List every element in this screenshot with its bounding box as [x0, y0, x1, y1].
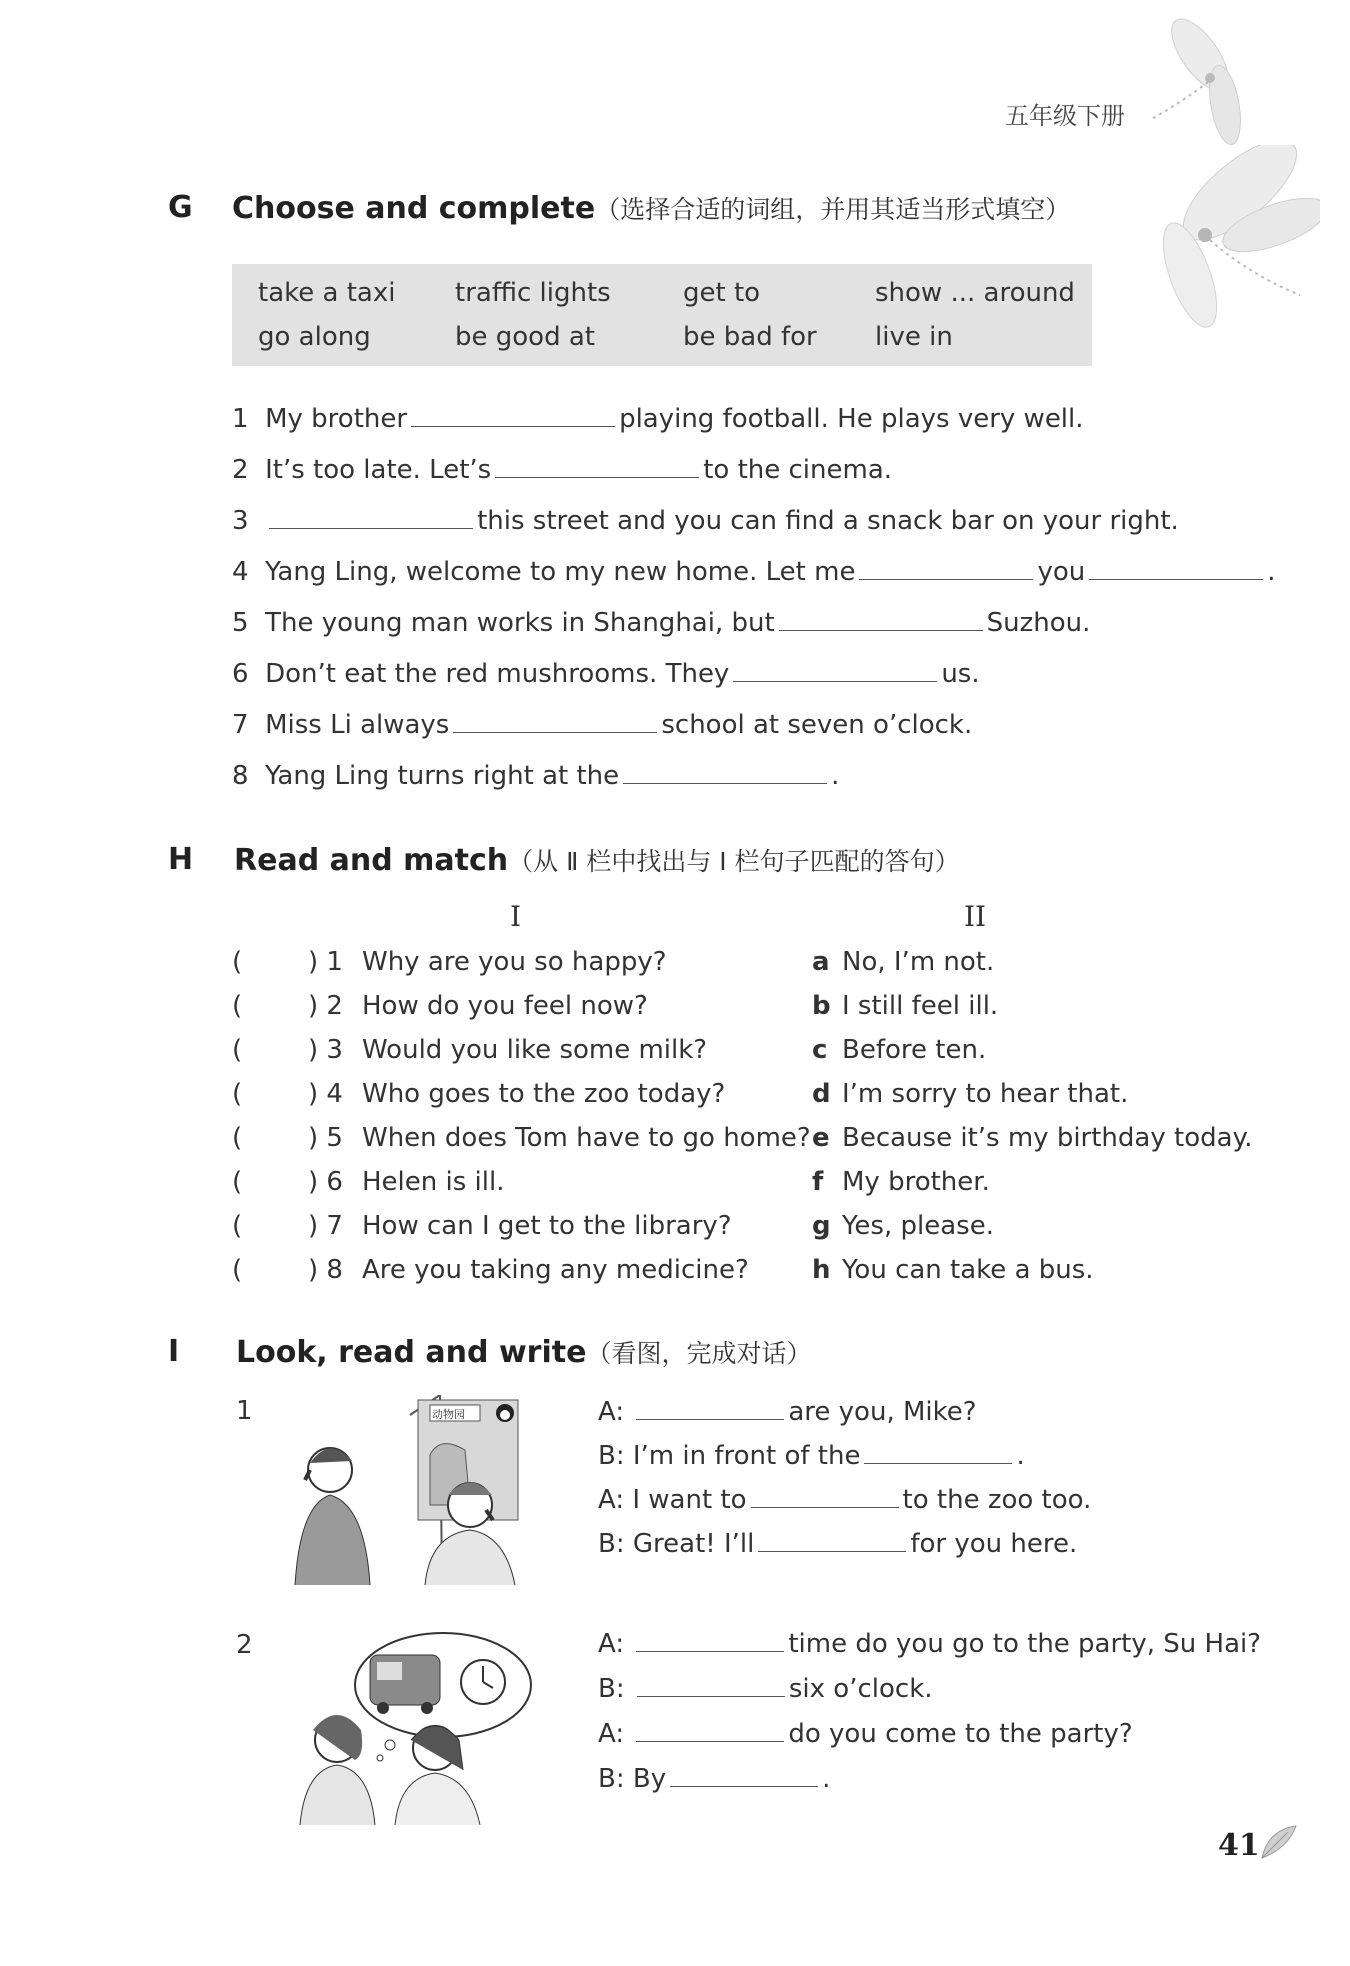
- match-question: How can I get to the library?: [362, 1211, 732, 1241]
- match-answer: I still feel ill.: [842, 991, 999, 1021]
- question-number: ) 7: [308, 1211, 343, 1241]
- answer-paren-open[interactable]: (: [232, 1035, 243, 1065]
- answer-letter: d: [812, 1079, 831, 1109]
- dragonfly-decoration-middle: [1130, 145, 1320, 365]
- match-question: Would you like some milk?: [362, 1035, 708, 1065]
- word-option: traffic lights: [455, 278, 611, 308]
- question-number: ) 5: [308, 1123, 343, 1153]
- word-option: be bad for: [683, 322, 817, 352]
- exercise-item: 8 Yang Ling turns right at the .: [232, 757, 839, 791]
- answer-blank[interactable]: [637, 1670, 785, 1697]
- section-g-heading: [232, 190, 1070, 226]
- zoo-sign: 动物园: [432, 1408, 465, 1421]
- section-h-heading: [234, 842, 960, 878]
- answer-letter: f: [812, 1167, 824, 1197]
- question-number: ) 4: [308, 1079, 343, 1109]
- answer-blank[interactable]: [758, 1525, 906, 1552]
- question-number: ) 8: [308, 1255, 343, 1285]
- answer-blank[interactable]: [636, 1715, 784, 1742]
- dialogue-number: 2: [236, 1630, 253, 1660]
- dialogue-number: 1: [236, 1396, 253, 1426]
- match-answer: Yes, please.: [842, 1211, 994, 1241]
- word-option: go along: [258, 322, 371, 352]
- answer-letter: a: [812, 947, 830, 977]
- dialogue-line: A: I want to to the zoo too.: [598, 1481, 1091, 1515]
- section-i-letter: I: [168, 1334, 180, 1369]
- answer-blank[interactable]: [623, 757, 827, 784]
- section-i-heading: [236, 1334, 811, 1370]
- section-g-title: Choose and complete: [232, 191, 596, 226]
- question-number: ) 3: [308, 1035, 343, 1065]
- match-question: When does Tom have to go home?: [362, 1123, 811, 1153]
- question-number: ) 6: [308, 1167, 343, 1197]
- answer-blank[interactable]: [670, 1760, 818, 1787]
- answer-blank[interactable]: [859, 553, 1033, 580]
- match-answer: Before ten.: [842, 1035, 987, 1065]
- answer-letter: e: [812, 1123, 830, 1153]
- column-i-header: I: [510, 900, 522, 933]
- word-option: get to: [683, 278, 761, 308]
- word-option: take a taxi: [258, 278, 396, 308]
- answer-paren-open[interactable]: (: [232, 991, 243, 1021]
- exercise-item: 5 The young man works in Shanghai, but Suzhou.: [232, 604, 1090, 638]
- dialogue-line: B: Great! I’ll for you here.: [598, 1525, 1077, 1559]
- answer-blank[interactable]: [495, 451, 699, 478]
- match-question: Who goes to the zoo today?: [362, 1079, 726, 1109]
- leaf-icon: [1258, 1822, 1298, 1862]
- match-answer: No, I’m not.: [842, 947, 995, 977]
- answer-blank[interactable]: [636, 1393, 784, 1420]
- answer-blank[interactable]: [636, 1625, 784, 1652]
- exercise-item: 7 Miss Li always school at seven o’clock.: [232, 706, 972, 740]
- page-number: 41: [1218, 1828, 1260, 1863]
- answer-blank[interactable]: [453, 706, 657, 733]
- answer-blank[interactable]: [733, 655, 937, 682]
- grade-header: 五年级下册: [1005, 102, 1125, 130]
- match-question: Are you taking any medicine?: [362, 1255, 749, 1285]
- phone-call-zoo-illustration: [290, 1395, 540, 1590]
- word-option: show ... around: [875, 278, 1075, 308]
- answer-paren-open[interactable]: (: [232, 947, 243, 977]
- dialogue-line: B: I’m in front of the .: [598, 1437, 1025, 1471]
- exercise-item: 4 Yang Ling, welcome to my new home. Let me you .: [232, 553, 1276, 587]
- question-number: ) 2: [308, 991, 343, 1021]
- answer-blank[interactable]: [269, 502, 473, 529]
- exercise-item: 2 It’s too late. Let’s to the cinema.: [232, 451, 892, 485]
- party-travel-illustration: [295, 1630, 535, 1825]
- dialogue-line: A: do you come to the party?: [598, 1715, 1133, 1749]
- dialogue-line: A: time do you go to the party, Su Hai?: [598, 1625, 1261, 1659]
- answer-paren-open[interactable]: (: [232, 1211, 243, 1241]
- column-ii-header: II: [964, 900, 987, 933]
- match-question: Why are you so happy?: [362, 947, 667, 977]
- answer-letter: g: [812, 1211, 831, 1241]
- answer-paren-open[interactable]: (: [232, 1255, 243, 1285]
- section-h-letter: H: [168, 842, 194, 877]
- answer-letter: c: [812, 1035, 828, 1065]
- word-option: be good at: [455, 322, 595, 352]
- section-g-instruction: （选择合适的词组，并用其适当形式填空）: [595, 195, 1071, 224]
- word-option: live in: [875, 322, 953, 352]
- answer-letter: b: [812, 991, 831, 1021]
- answer-letter: h: [812, 1255, 831, 1285]
- exercise-item: 6 Don’t eat the red mushrooms. They us.: [232, 655, 980, 689]
- answer-blank[interactable]: [411, 400, 615, 427]
- dragonfly-decoration-top: [1130, 10, 1270, 160]
- question-number: ) 1: [308, 947, 343, 977]
- answer-blank[interactable]: [864, 1437, 1012, 1464]
- answer-paren-open[interactable]: (: [232, 1167, 243, 1197]
- dialogue-line: A: are you, Mike?: [598, 1393, 977, 1427]
- dialogue-line: B: six o’clock.: [598, 1670, 933, 1704]
- answer-paren-open[interactable]: (: [232, 1079, 243, 1109]
- section-i-instruction: （看图，完成对话）: [586, 1339, 812, 1368]
- answer-blank[interactable]: [779, 604, 983, 631]
- match-answer: You can take a bus.: [842, 1255, 1094, 1285]
- match-answer: I’m sorry to hear that.: [842, 1079, 1129, 1109]
- match-question: Helen is ill.: [362, 1167, 505, 1197]
- exercise-item: 1 My brother playing football. He plays very well.: [232, 400, 1084, 434]
- match-answer: My brother.: [842, 1167, 990, 1197]
- dialogue-line: B: By .: [598, 1760, 830, 1794]
- section-i-title: Look, read and write: [236, 1335, 587, 1370]
- answer-blank[interactable]: [751, 1481, 899, 1508]
- section-g-letter: G: [168, 190, 193, 225]
- match-question: How do you feel now?: [362, 991, 648, 1021]
- exercise-item: 3 this street and you can find a snack bar on your right.: [232, 502, 1179, 536]
- section-h-title: Read and match: [234, 843, 509, 878]
- answer-paren-open[interactable]: (: [232, 1123, 243, 1153]
- section-h-instruction: （从 Ⅱ 栏中找出与 Ⅰ 栏句子匹配的答句）: [508, 847, 960, 876]
- answer-blank[interactable]: [1089, 553, 1263, 580]
- match-answer: Because it’s my birthday today.: [842, 1123, 1253, 1153]
